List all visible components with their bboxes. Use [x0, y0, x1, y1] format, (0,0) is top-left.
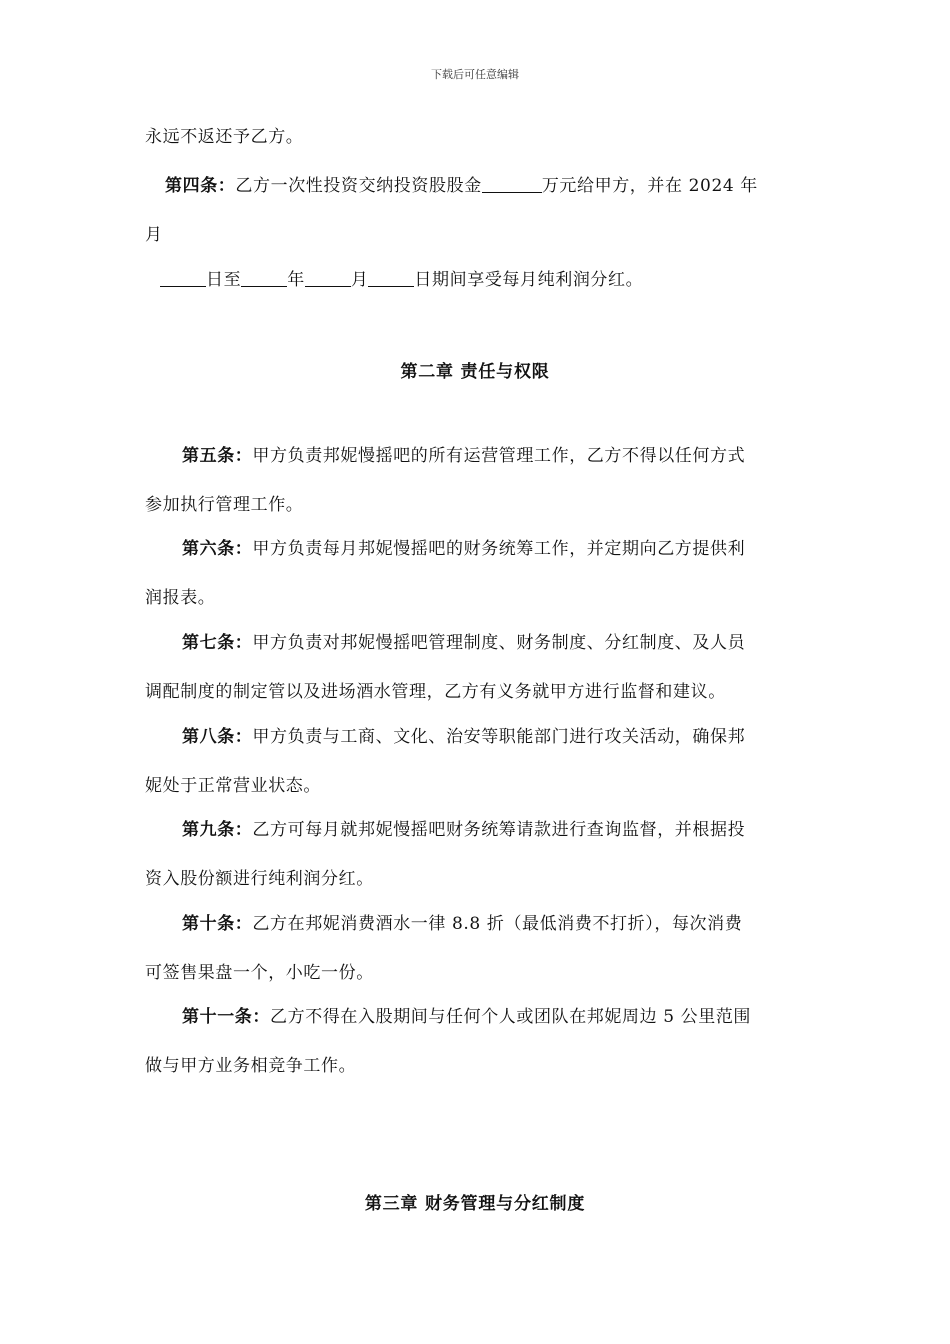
- article-text: 乙方不得在入股期间与任何个人或团队在邦妮周边 5 公里范围: [270, 1007, 752, 1027]
- day-to-text: 日至: [206, 270, 242, 290]
- article-text: 乙方可每月就邦妮慢摇吧财务统筹请款进行查询监督，并根据投: [252, 820, 746, 840]
- article-10-line1: [145, 900, 807, 949]
- article-9-line1: [145, 806, 807, 855]
- article-9-line2: 资入股份额进行纯利润分红。: [145, 869, 374, 889]
- article-11-line2: 做与甲方业务相竞争工作。: [145, 1056, 357, 1076]
- article-text: 甲方负责对邦妮慢摇吧管理制度、财务制度、分红制度、及人员: [252, 633, 746, 653]
- article-4-end-text: 日期间享受每月纯利润分红。: [414, 270, 644, 290]
- article-7-line2: 调配制度的制定管以及进场酒水管理，乙方有义务就甲方进行监督和建议。: [145, 682, 726, 702]
- article-4-label: 第四条：: [165, 176, 236, 196]
- article-label: 第九条：: [182, 820, 253, 840]
- article-label: 第十一条：: [182, 1007, 270, 1027]
- article-text: 甲方负责与工商、文化、治安等职能部门进行攻关活动，确保邦: [252, 727, 746, 747]
- article-label: 第八条：: [182, 727, 253, 747]
- end-month-blank: [305, 269, 351, 287]
- article-text: 甲方负责邦妮慢摇吧的所有运营管理工作，乙方不得以任何方式: [252, 446, 746, 466]
- article-4-line1: [165, 162, 827, 211]
- article-10-line2: 可签售果盘一个，小吃一份。: [145, 963, 374, 983]
- article-6-line1: [145, 525, 807, 574]
- article-5-line2: 参加执行管理工作。: [145, 495, 304, 515]
- article-label: 第十条：: [182, 914, 253, 934]
- article-6-line2: 润报表。: [145, 588, 216, 608]
- end-year-blank: [241, 269, 287, 287]
- page-header: 下载后可任意编辑: [431, 68, 519, 81]
- article-8-line2: 妮处于正常营业状态。: [145, 776, 321, 796]
- article-4-line3: [160, 256, 822, 305]
- article-11-line1: [145, 993, 807, 1042]
- article-4-text2: 万元给甲方，并在 2024 年: [541, 176, 758, 196]
- article-label: 第五条：: [182, 446, 253, 466]
- article-text: 乙方在邦妮消费酒水一律 8.8 折（最低消费不打折），每次消费: [252, 914, 743, 934]
- amount-blank: [482, 175, 542, 193]
- article-label: 第六条：: [182, 539, 253, 559]
- article-4-text1: 乙方一次性投资交纳投资股股金: [235, 176, 482, 196]
- article-5-line1: [145, 432, 807, 481]
- article-label: 第七条：: [182, 633, 253, 653]
- chapter-3-title: 第三章 财务管理与分红制度: [364, 1194, 586, 1214]
- end-day-blank: [368, 269, 414, 287]
- month-text: 月: [350, 270, 369, 290]
- article-8-line1: [145, 713, 807, 762]
- chapter-2-title: 第二章 责任与权限: [400, 362, 550, 382]
- article-7-line1: [145, 619, 807, 668]
- start-day-blank: [160, 269, 206, 287]
- article-text: 甲方负责每月邦妮慢摇吧的财务统筹工作，并定期向乙方提供利: [252, 539, 746, 559]
- intro-line: 永远不返还予乙方。: [145, 127, 304, 147]
- article-4-line2: 月: [145, 225, 163, 245]
- year-text: 年: [287, 270, 305, 290]
